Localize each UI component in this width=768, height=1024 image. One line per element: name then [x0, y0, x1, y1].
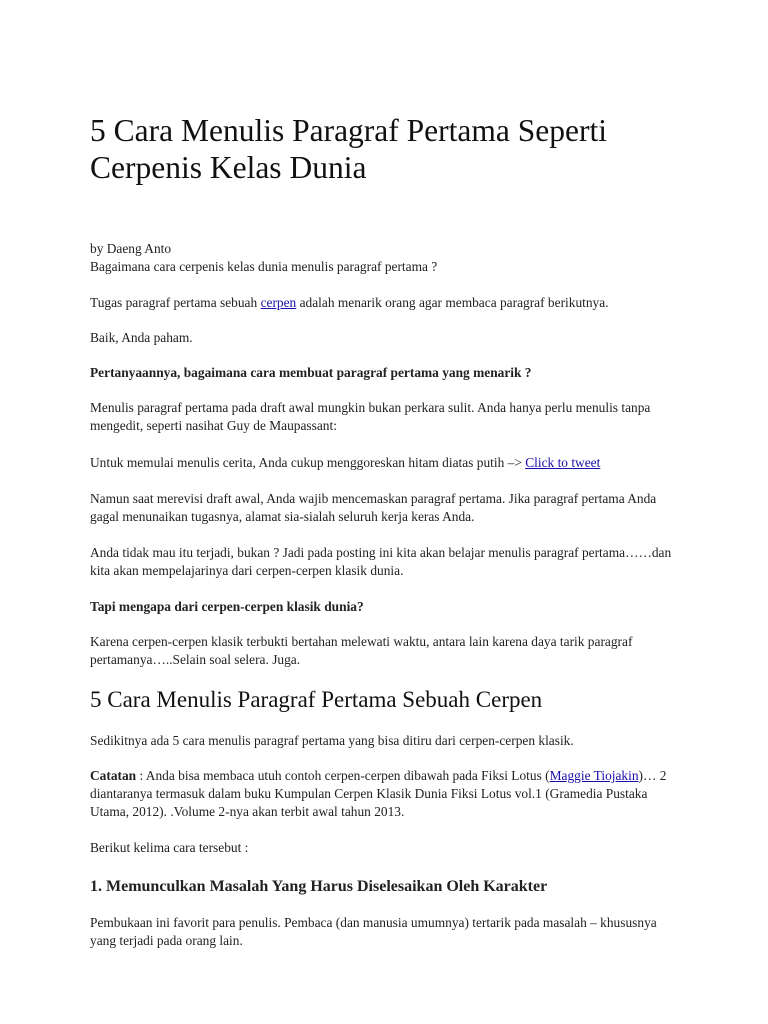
why-bold: Tapi mengapa dari cerpen-cerpen klasik dunia?	[90, 599, 364, 614]
paragraph-draft: Menulis paragraf pertama pada draft awal mungkin bukan perkara sulit. Anda hanya perlu menulis tanpa mengedit, seperti nasihat Guy de Maupassant:	[90, 400, 651, 433]
note-text-a: : Anda bisa membaca utuh contoh cerpen-cerpen dibawah pada Fiksi Lotus (	[136, 768, 550, 783]
paragraph-task-text-b: adalah menarik orang agar membaca paragraf berikutnya.	[296, 295, 609, 310]
maggie-tiojakin-link[interactable]: Maggie Tiojakin	[549, 768, 639, 783]
paragraph-posting: Anda tidak mau itu terjadi, bukan ? Jadi pada posting ini kita akan belajar menulis paragraf pertama……dan kita akan mempelajarinya dari cerpen-cerpen klasik dunia.	[90, 545, 672, 578]
note-paragraph	[90, 767, 680, 821]
note-text-b: )… 2 diantaranya termasuk dalam buku Kumpulan Cerpen Klasik Dunia Fiksi Lotus vol.1 (Gramedia Pustaka Utama, 2012). .Volume 2-nya akan terbit awal tahun 2013.	[90, 768, 667, 819]
paragraph-task	[90, 294, 680, 312]
subheading-1: 1. Memunculkan Masalah Yang Harus Diselesaikan Oleh Karakter	[90, 878, 548, 895]
question-bold: Pertanyaannya, bagaimana cara membuat paragraf pertama yang menarik ?	[90, 365, 532, 380]
cerpen-link[interactable]: cerpen	[260, 295, 297, 310]
document-page	[90, 112, 680, 950]
paragraph-ok: Baik, Anda paham.	[90, 330, 193, 345]
paragraph-task-text-a: Tugas paragraf pertama sebuah	[90, 295, 261, 310]
section-heading: 5 Cara Menulis Paragraf Pertama Sebuah Cerpen	[90, 687, 543, 712]
quote-paragraph	[90, 454, 680, 472]
click-to-tweet-link[interactable]: Click to tweet	[525, 455, 601, 470]
quote-text: Untuk memulai menulis cerita, Anda cukup menggoreskan hitam diatas putih –>	[90, 455, 526, 470]
intro-question: Bagaimana cara cerpenis kelas dunia menulis paragraf pertama ?	[90, 259, 438, 274]
paragraph-opening-favorite: Pembukaan ini favorit para penulis. Pembaca (dan manusia umumnya) tertarik pada masalah – khususnya yang terjadi pada orang lain.	[90, 915, 657, 948]
paragraph-classic: Karena cerpen-cerpen klasik terbukti bertahan melewati waktu, antara lain karena daya tarik paragraf pertamanya…..Selain soal selera. Juga.	[90, 634, 633, 667]
paragraph-following: Berikut kelima cara tersebut :	[90, 840, 249, 855]
byline: by Daeng Anto	[90, 241, 172, 256]
article-title: 5 Cara Menulis Paragraf Pertama Seperti Cerpenis Kelas Dunia	[90, 113, 607, 185]
paragraph-five-ways: Sedikitnya ada 5 cara menulis paragraf pertama yang bisa ditiru dari cerpen-cerpen klasik.	[90, 733, 574, 748]
note-label: Catatan	[90, 768, 137, 783]
paragraph-revise: Namun saat merevisi draft awal, Anda wajib mencemaskan paragraf pertama. Jika paragraf pertama Anda gagal menunaikan tugasnya, alamat sia-sialah seluruh kerja keras Anda.	[90, 491, 657, 524]
